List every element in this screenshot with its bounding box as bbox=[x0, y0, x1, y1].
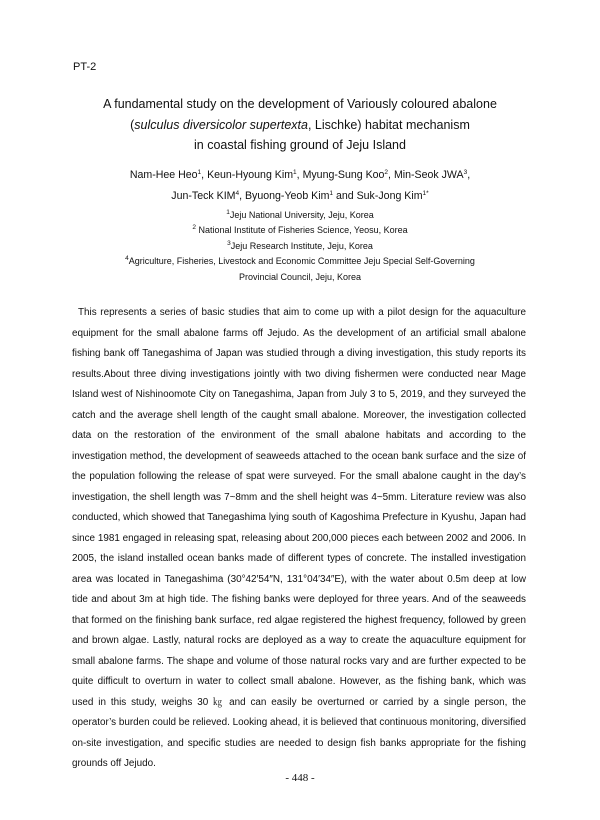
author-line-1 bbox=[0, 165, 600, 186]
author-list bbox=[0, 165, 600, 207]
title-line-3: in coastal fishing ground of Jeju Island bbox=[194, 138, 406, 152]
title-line-2 bbox=[0, 115, 600, 136]
session-code: PT-2 bbox=[73, 61, 97, 73]
author: Suk-Jong Kim$^{1*}$ bbox=[356, 190, 429, 202]
affiliation-list bbox=[0, 208, 600, 285]
author: Jun-Teck KIM$^4$, bbox=[171, 190, 245, 202]
title-line-1: A fundamental study on the development of Variously coloured abalone bbox=[103, 97, 497, 111]
affiliation: Provincial Council, Jeju, Korea bbox=[238, 271, 362, 282]
affiliation: $^1$Jeju National University, Jeju, Korea bbox=[226, 209, 374, 220]
author: Min-Seok JWA$^3$, bbox=[393, 169, 471, 181]
author-line-2 bbox=[0, 186, 600, 207]
weight-unit: ㎏ bbox=[213, 697, 225, 708]
title-line-2-rest: , Lischke) habitat mechanism bbox=[307, 117, 470, 132]
abstract-text-2: and can easily be overturned or carried by a single person, the operator’s burden could be relieved. Looking ahead, it is believed that continuous monitoring, diversified on-site investigation, and specific studies are needed to design fish banks appropriate for the fishing grounds off Jejudo. bbox=[72, 696, 526, 769]
title-open-paren: ( bbox=[130, 117, 135, 132]
affiliation: $^3$Jeju Research Institute, Jeju, Korea bbox=[227, 239, 373, 251]
paper-title bbox=[0, 94, 600, 156]
affiliation: $^4$Agriculture, Fisheries, Livestock and Economic Committee Jeju Special Self-Governing bbox=[125, 255, 475, 267]
author: Keun-Hyoung Kim$^1$, bbox=[207, 169, 303, 181]
abstract-text-1: This represents a series of basic studies that aim to come up with a pilot design for the aquaculture equipment for the small abalone farms off Jejudo. As the development of an artificial small abalone fishing bank off Tanegashima of Japan was studied through a diving investigation, this study reports its results.About three diving investigations jointly with two diving fishermen were conducted near Mage Island west of Nishinoomote City on Tanegashima, Japan from July 3 to 5, 2019, and they surveyed the catch and the average shell length of the caught small abalone. Moreover, the investigation collected data on the restoration of the environment of the small abalone habitats and according to the investigation method, the development of seaweeds attached to the ocean bank surface and the size of the population following the release of spat were surveyed. For the small abalone caught in the day’s investigation, the shell length was 7~8mm and the shell height was 4~5mm. Literature review was also conducted, which showed that Tanegashima lying south of Kagoshima Prefecture in Kyushu, Japan had since 1981 engaged in releasing spat, releasing about 200,000 pieces each between 2002 and 2006. In 2005, the island installed ocean banks made of different types of concrete. The installed investigation area was located in Tanegashima (30°42′54″N, 131°04′34″E), with the water about 0.5m deep at low tide and about 3m at high tide. The fishing banks were deployed for three years. And of the seaweeds that formed on the finishing bank surface, red algae registered the highest frequency, followed by green and brown algae. Lastly, natural rocks are deployed as a way to create the aquaculture equipment for small abalone farms. The shape and volume of those natural rocks vary and are further expected to be quite difficult to overturn in water to collect small abalone. However, as the fishing bank, which was used in this study, weighs 30 bbox=[72, 307, 526, 708]
author: Byuong-Yeob Kim$^1$ and bbox=[244, 190, 357, 202]
species-name: sulculus diversicolor supertexta bbox=[134, 117, 308, 132]
abstract-body bbox=[72, 303, 526, 775]
affiliation: $^2$ National Institute of Fisheries Science, Yeosu, Korea bbox=[192, 224, 408, 236]
author: Nam-Hee Heo$^1$, bbox=[129, 169, 208, 181]
author: Myung-Sung Koo$^2$, bbox=[302, 169, 394, 181]
page-number: - 448 - bbox=[285, 772, 315, 784]
